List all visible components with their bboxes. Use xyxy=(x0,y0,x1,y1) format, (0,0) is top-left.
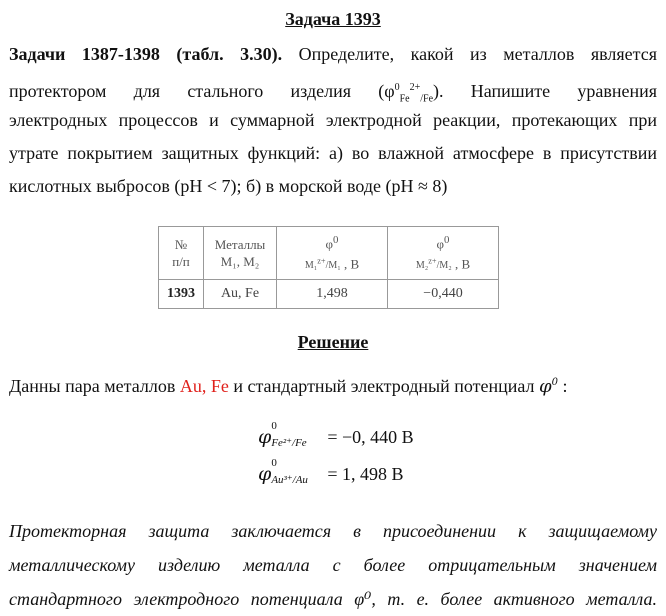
table-row xyxy=(159,280,499,309)
equation-au-value: = 1, 498 В xyxy=(327,464,404,485)
header-potential-2: $\varphi^0$ M₂$^{z+}$/M₂ , В xyxy=(388,227,499,280)
statement-line-5: кислотных выбросов (рН < 7); б) в морской воде (рН ≈ 8) xyxy=(9,176,448,196)
statement-line-2: протектором для стального изделия $(\varphi^0_{Fe}^{2+}_{/Fe})$. Напишите уравнения xyxy=(9,81,658,105)
statement-line-1 xyxy=(9,38,657,71)
solution-title: Решение xyxy=(297,332,369,352)
cell-potential-2: −0,440 xyxy=(388,280,499,309)
statement-lead: Задачи 1387-1398 (табл. 3.30). xyxy=(9,44,283,64)
given-line: Данны пара металлов Au, Fe и стандартный электродный потенциал $\varphi^0$ : xyxy=(9,376,568,397)
problem-statement xyxy=(9,38,657,203)
cell-number: 1393 xyxy=(159,280,204,309)
phi-symbol: φ xyxy=(258,463,272,486)
statement-text-2b: ). Напишите уравнения xyxy=(433,81,658,101)
given-prefix: Данны пара металлов xyxy=(9,376,176,396)
data-table xyxy=(158,226,499,309)
statement-line-4: утрате покрытием защитных функций: а) во влажной атмосфере в присутствии xyxy=(9,143,657,163)
equation-fe: φ 0 Fe²⁺/Fe = −0, 440 В xyxy=(258,420,414,449)
phi-symbol: φ xyxy=(258,426,272,449)
equation-au: φ 0 Au³⁺/Au = 1, 498 В xyxy=(258,457,404,486)
explanation-line-2: металлическому изделию металла с более отрицательным значением xyxy=(9,555,657,575)
explanation-paragraph xyxy=(9,514,657,616)
header-metals: Металлы M₁, M₂ xyxy=(204,227,277,280)
given-suffix: и стандартный электродный потенциал xyxy=(233,376,535,396)
statement-text-1: Определите, какой из металлов является xyxy=(298,44,657,64)
explanation-line-1: Протекторная защита заключается в присоединении к защищаемому xyxy=(9,521,657,541)
statement-line-3: электродных процессов и суммарной электродной реакции, протекающих при xyxy=(9,110,657,130)
phi-symbol: $\varphi^0$ xyxy=(539,376,559,397)
cell-potential-1: 1,498 xyxy=(277,280,388,309)
statement-text-2a: протектором для стального изделия (φ xyxy=(9,81,395,101)
problem-title: Задача 1393 xyxy=(285,9,381,29)
cell-metals: Au, Fe xyxy=(204,280,277,309)
header-potential-1: $\varphi^0$ M₁$^{z+}$/M₁ , В xyxy=(277,227,388,280)
equation-fe-value: = −0, 440 В xyxy=(327,427,414,448)
equation-fe-couple: Fe²⁺/Fe xyxy=(271,437,307,449)
equation-au-couple: Au³⁺/Au xyxy=(271,474,308,486)
given-metals: Au, Fe xyxy=(179,376,229,396)
explanation-line-3: стандартного электродного потенциала φ⁰, т. е. более активного металла. xyxy=(9,589,657,609)
header-number: № п/п xyxy=(159,227,204,280)
